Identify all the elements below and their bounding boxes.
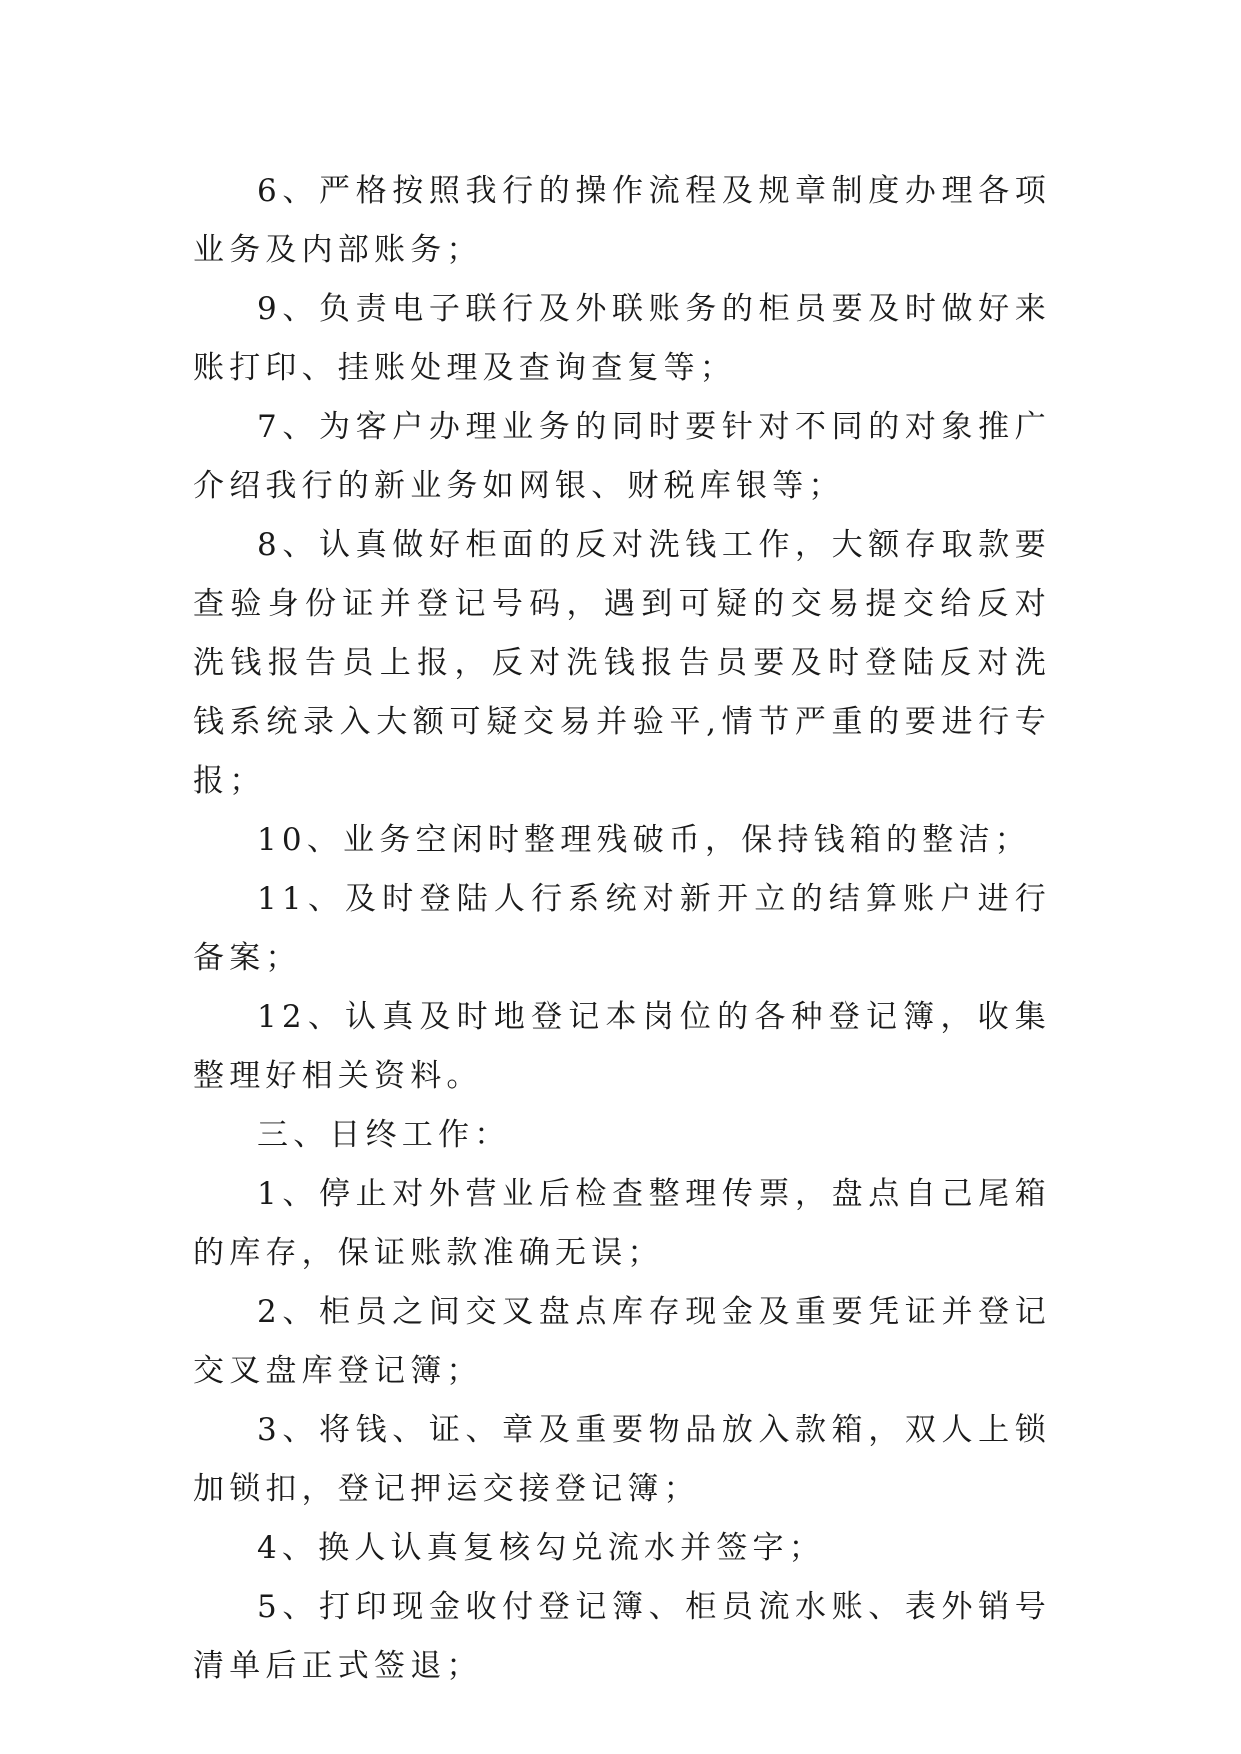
paragraph-item-10: 10、业务空闲时整理残破币，保持钱箱的整洁；: [257, 822, 1031, 858]
paragraph-item-1: 1、停止对外营业后检查整理传票，盘点自己尾箱的库存，保证账款准确无误；: [193, 1176, 1051, 1271]
section-heading-end-of-day: 三、日终工作：: [257, 1117, 511, 1153]
paragraph-item-6: 6、严格按照我行的操作流程及规章制度办理各项业务及内部账务；: [193, 173, 1051, 268]
paragraph-item-5: 5、打印现金收付登记簿、柜员流水账、表外销号清单后正式签退；: [193, 1589, 1051, 1684]
paragraph-item-12: 12、认真及时地登记本岗位的各种登记簿，收集整理好相关资料。: [193, 999, 1051, 1094]
paragraph-item-8: 8、认真做好柜面的反对洗钱工作，大额存取款要查验身份证并登记号码，遇到可疑的交易提交给反对洗钱报告员上报，反对洗钱报告员要及时登陆反对洗钱系统录入大额可疑交易并验平,情节严重的要进行专报；: [193, 527, 1051, 799]
paragraph-item-11: 11、及时登陆人行系统对新开立的结算账户进行备案；: [193, 881, 1051, 976]
paragraph-item-2: 2、柜员之间交叉盘点库存现金及重要凭证并登记交叉盘库登记簿；: [193, 1294, 1051, 1389]
document-body: [193, 162, 1051, 1696]
paragraph-item-4: 4、换人认真复核勾兑流水并签字；: [257, 1530, 825, 1566]
paragraph-item-3: 3、将钱、证、章及重要物品放入款箱，双人上锁加锁扣，登记押运交接登记簿；: [193, 1412, 1051, 1507]
paragraph-item-9: 9、负责电子联行及外联账务的柜员要及时做好来账打印、挂账处理及查询查复等；: [193, 291, 1051, 386]
paragraph-item-7: 7、为客户办理业务的同时要针对不同的对象推广介绍我行的新业务如网银、财税库银等；: [193, 409, 1051, 504]
